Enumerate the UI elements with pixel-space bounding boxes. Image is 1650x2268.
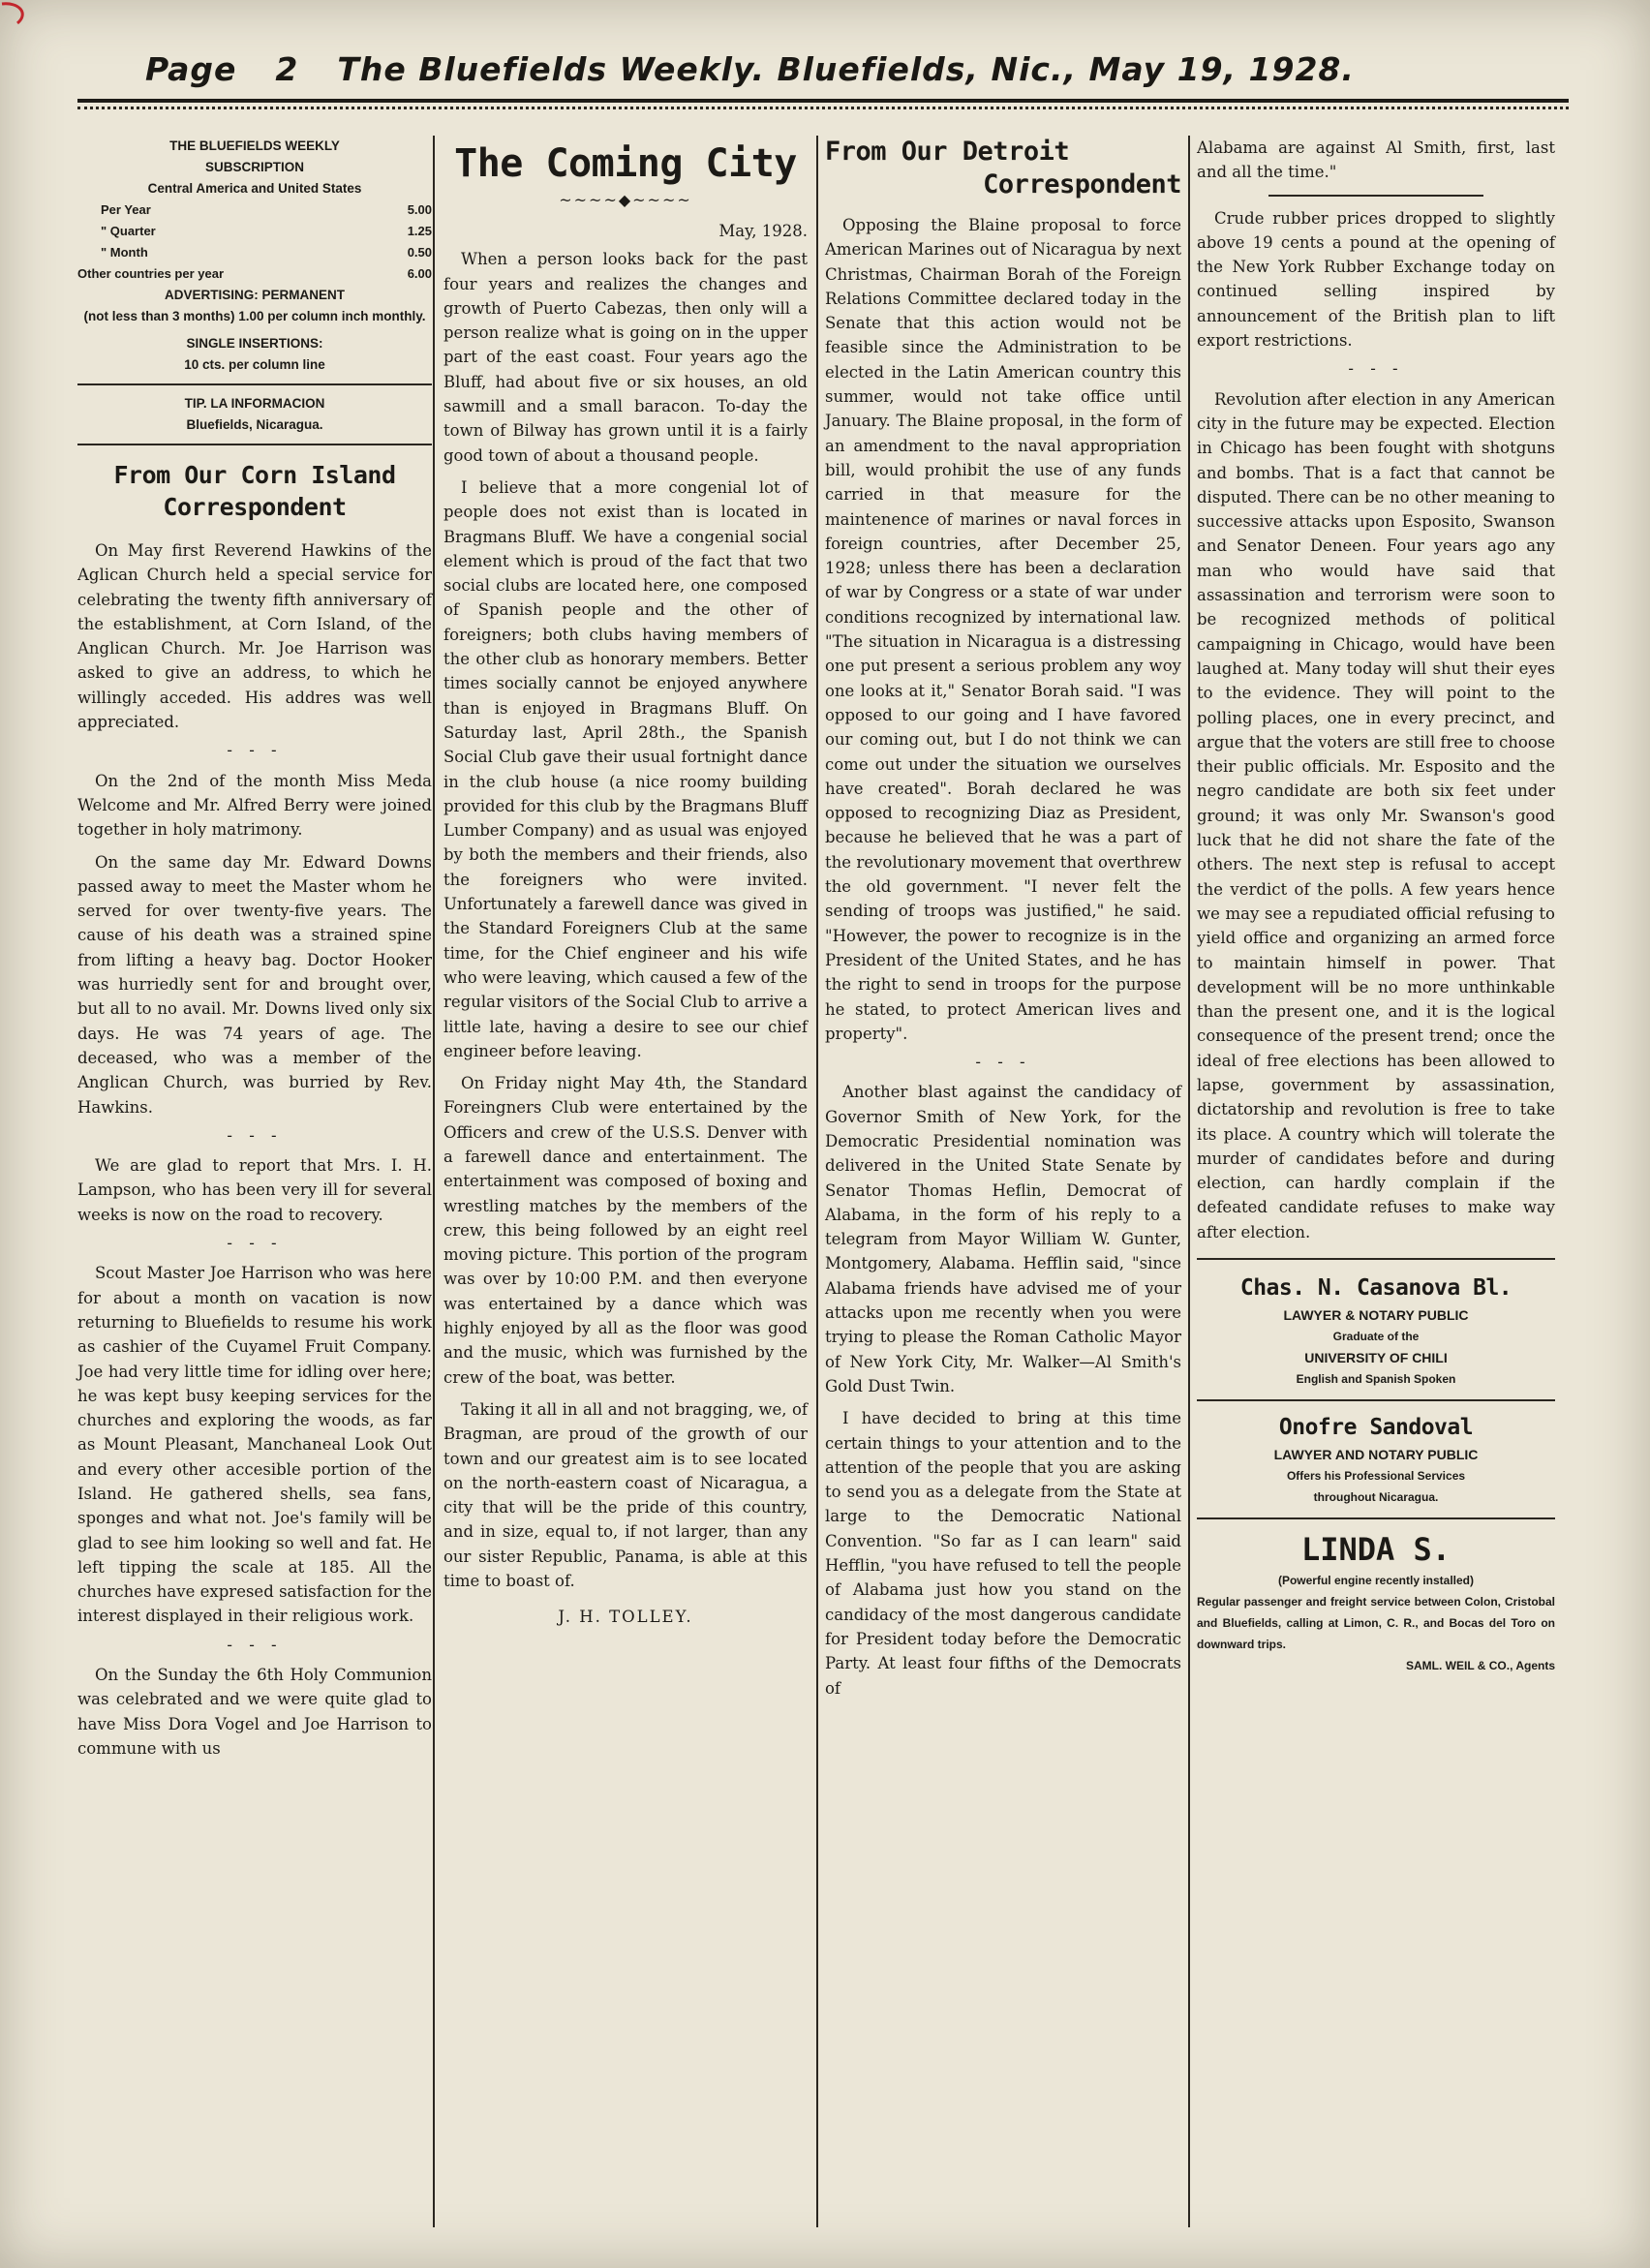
article-paragraph: Alabama are against Al Smith, first, last and all the time.": [1197, 138, 1555, 182]
page-header: [145, 50, 1520, 99]
sandoval-ad: [1197, 1411, 1555, 1508]
page-label: Page: [145, 50, 237, 88]
separator: - - -: [975, 1053, 1031, 1072]
divider: [77, 444, 432, 445]
casanova-ad: [1197, 1272, 1555, 1390]
article-paragraph: Another blast against the candidacy of Governor Smith of New York, for the Democratic Presidential nomination was delivered in the United State Senate by Senator Thomas Heflin, Democrat of Alabama, in the form of his reply to a telegram from Mayor William W. Gunter, Montgomery, Alabama. Hefflin said, "since Alabama friends have advised me of your attacks upon me recently when you were trying to please the Roman Catholic Mayor of New York City, Mr. Walker—Al Smith's Gold Dust Twin.: [825, 1083, 1181, 1395]
column-rule: [433, 136, 435, 2227]
article-paragraph: I have decided to bring at this time certain things to your attention and to the attention of the people that you are asking to send you as a delegate from the State at large to the Democratic National Convention. "So far as I can learn" said Hefflin, "you have refused to tell the people of Alabama just how you stand on the candidacy of the most dangerous candidate for President today before the Democratic Party. At least four fifths of the Democrats of: [825, 1409, 1181, 1698]
coming-city-headline: The Coming City: [454, 141, 797, 186]
article-paragraph: Taking it all in all and not bragging, we, of Bragman, are proud of the growth of our town and our greatest aim is to see located on the north-eastern coast of Nicaragua, a city that will be the pride of this country, and in size, equal to, if not larger, than any our sister Republic, Panama, is able at this time to boast of.: [443, 1399, 808, 1591]
ad-name: LINDA S.: [1300, 1531, 1451, 1569]
ad-line: English and Spanish Spoken: [1296, 1372, 1456, 1387]
column-1: [77, 136, 432, 1761]
masthead: The Bluefields Weekly. Bluefields, Nic., May 19, 1928.: [337, 50, 1355, 88]
article-paragraph: On May first Reverend Hawkins of the Aglican Church held a special service for celebrating the twenty fifth anniversary of the establishment, at Corn Island, of the Anglican Church. Mr. Joe Harrison was asked to give an address, to which he willingly acceded. His addres was well appreciated.: [77, 541, 432, 732]
advertising-title: ADVERTISING: PERMANENT: [164, 288, 345, 302]
divider: [1197, 1258, 1555, 1260]
column-2: [443, 136, 808, 1630]
ad-line: (Powerful engine recently installed): [1277, 1574, 1475, 1588]
column-3: [825, 136, 1181, 1701]
dateline: May, 1928.: [718, 222, 808, 240]
single-insertions-title: SINGLE INSERTIONS:: [186, 336, 323, 351]
separator: - - -: [227, 741, 283, 760]
printer-city: Bluefields, Nicaragua.: [186, 417, 323, 432]
detroit-headline: From Our Detroit Correspondent: [825, 137, 1181, 199]
rate-row: Per Year 5.00: [101, 202, 432, 217]
ad-line: Regular passenger and freight service between Colon, Cristobal and Bluefields, calling at Limon, C. R., and Bocas del Toro on downward trips.: [1197, 1595, 1555, 1652]
printer-name: TIP. LA INFORMACION: [184, 396, 325, 411]
header-dotted-rule: [77, 107, 1569, 109]
article-paragraph: On the Sunday the 6th Holy Communion was celebrated and we were quite glad to have Miss Dora Vogel and Joe Harrison to commune with us: [77, 1666, 432, 1758]
article-paragraph: When a person looks back for the past four years and realizes the changes and growth of Puerto Cabezas, then only will a person realize what is going on in the upper part of the east coast. Four years ago the Bluff, had about five or six houses, an old sawmill and a small baracon. To-day the town of Bilway has grown until it is a fairly good town of about a thousand people.: [443, 250, 808, 465]
byline: J. H. TOLLEY.: [558, 1608, 693, 1627]
subscription-box: [77, 136, 432, 445]
corn-island-headline: From Our Corn Island Correspondent: [113, 461, 396, 521]
article-paragraph: Revolution after election in any American city in the future may be expected. Election in Chicago has been fought with shotguns and bombs. That is a fact that cannot be disputed. There can be no other meaning to successive attacks upon Esposito, Swanson and Senator Deneen. Four years ago any man who would have said that assassination and terrorism were soon to be recognized methods of political campaigning in Chicago, would have been laughed at. Many today will shut their eyes to the evidence. They will point to the polling places, one in every precinct, and argue that the voters are still free to choose their public officials. Mr. Esposito and the negro candidate are both six feet under ground; it was only Mr. Swanson's good luck that he did not share the fate of the others. The next step is refusal to accept the verdict of the polls. A few years hence we may see a repudiated official refusing to yield office and organizing an armed force to maintain himself in power. That development will be no more unthinkable than the present one, and it is the logical consequence of the present trend; once the ideal of free elections has been allowed to lapse, government by assassination, dictatorship and revolution is free to take its place. A country which will tolerate the murder of candidates before and during election, can hardly complain if the defeated candidate refuses to make way after election.: [1197, 389, 1555, 1241]
divider: [1197, 1399, 1555, 1401]
ad-title: LAWYER AND NOTARY PUBLIC: [1273, 1447, 1479, 1463]
ad-name: Chas. N. Casanova Bl.: [1239, 1275, 1512, 1302]
article-paragraph: We are glad to report that Mrs. I. H. Lampson, who has been very ill for several weeks is now on the road to recovery.: [77, 1156, 432, 1224]
article-paragraph: On the 2nd of the month Miss Meda Welcome and Mr. Alfred Berry were joined together in holy matrimony.: [77, 771, 432, 840]
column-rule: [816, 136, 818, 2227]
subscription-subtitle: SUBSCRIPTION: [204, 160, 304, 174]
ad-agents: SAML. WEIL & CO., Agents: [1405, 1659, 1555, 1673]
ad-title: LAWYER & NOTARY PUBLIC: [1283, 1307, 1469, 1324]
separator: - - -: [227, 1234, 283, 1253]
article-paragraph: Crude rubber prices dropped to slightly above 19 cents a pound at the opening of the New York Rubber Exchange today on continued selling inspired by announcement of the British plan to lift export restrictions.: [1197, 208, 1555, 351]
header-rule: [77, 99, 1569, 103]
divider: [1197, 1517, 1555, 1519]
single-insertions-text: 10 cts. per column line: [184, 357, 325, 372]
separator: - - -: [227, 1635, 283, 1654]
ad-name: Onofre Sandoval: [1278, 1415, 1474, 1441]
article-paragraph: Scout Master Joe Harrison who was here for about a month on vacation is now returning to Bluefields to resume his work as cashier of the Cuyamel Fruit Company. Joe had very little time for idling over here; he was kept busy keeping services for the churches and exploring the woods, as far as Mount Pleasant, Manchaneal Look Out and every other accesible portion of the Island. He gathered shells, sea fans, sponges and what not. Joe's family will be glad to see him looking so well and fat. He left tipping the scale at 185. All the churches have expresed satisfaction for the interest displayed in their religious work.: [77, 1264, 432, 1626]
subscription-title: THE BLUEFIELDS WEEKLY: [169, 138, 340, 153]
divider: [1268, 195, 1483, 197]
page-number: 2: [275, 50, 299, 88]
rate-row: " Quarter 1.25: [101, 224, 432, 238]
article-paragraph: I believe that a more congenial lot of people does not exist than is located in Bragmans Bluff. We have a congenial social element which is proud of the fact that two social clubs are located here, one composed of Spanish people and the other of foreigners; both clubs having members of the other club as honorary members. Better times socially cannot be enjoyed anywhere than is enjoyed in Bragmans Bluff. On Saturday last, April 28th., the Spanish Social Club gave their usual fortnight dance in the club house (a nice roomy building provided for this club by the Bragmans Bluff Lumber Company) and as usual was enjoyed by both the members and their friends, also the foreigners who were invited. Unfortunately a farewell dance was gived in the Standard Foreigners Club at the same time, for the Chief engineer and his wife who were leaving, which caused a few of the regular visitors of the Social Club to arrive a little late, having a desire to see our chief engineer before leaving.: [443, 477, 808, 1060]
rate-row: " Month 0.50: [101, 245, 432, 260]
ad-line: UNIVERSITY OF CHILI: [1304, 1350, 1448, 1366]
ornament-rule: ~~~~◆~~~~: [559, 191, 692, 209]
divider: [77, 383, 432, 385]
column-rule: [1188, 136, 1190, 2227]
rate-row: Other countries per year 6.00: [77, 266, 432, 281]
separator: - - -: [1348, 359, 1404, 379]
ad-line: Graduate of the: [1332, 1330, 1420, 1344]
advertising-text: (not less than 3 months) 1.00 per column inch monthly.: [83, 309, 426, 323]
article-paragraph: On the same day Mr. Edward Downs passed away to meet the Master whom he served for over twenty-five years. The cause of his death was a strained spine from lifting a heavy bag. Doctor Hooker was hurriedly sent for and brought over, but all to no avail. Mr. Downs lived only six days. He was 74 years of age. The deceased, who was a member of the Anglican Church, was burried by Rev. Hawkins.: [77, 852, 432, 1117]
ad-line: Offers his Professional Services: [1286, 1469, 1466, 1484]
column-4: [1197, 136, 1555, 1676]
article-paragraph: On Friday night May 4th, the Standard Foreingners Club were entertained by the Officers and crew of the U.S.S. Denver with a farewell dance and entertainment. The entertainment was composed of boxing and wrestling matches by the members of the crew, this being followed by an eight reel moving picture. This portion of the program was over by 10:00 P.M. and then everyone was entertained by a dance which was highly enjoyed by all as the floor was good and the music, which was furnished by the crew of the boat, was better.: [443, 1074, 808, 1387]
ad-line: throughout Nicaragua.: [1313, 1490, 1439, 1505]
pencil-mark: [0, 0, 58, 29]
separator: - - -: [227, 1125, 283, 1145]
subscription-region: Central America and United States: [147, 181, 362, 196]
linda-ad: [1197, 1529, 1555, 1676]
article-paragraph: Opposing the Blaine proposal to force American Marines out of Nicaragua by next Christmas, Chairman Borah of the Foreign Relations Committee declared today in the Senate that this action would not be feasible since the Administration to be elected in the Latin American country this summer, would not take office until January. The Blaine proposal, in the form of an amendment to the naval appropriation bill, would prohibit the use of any funds carried in that measure for the maintenence of marines or naval forces in foreign countries, after December 25, 1928; unless there has been a declaration of war by Congress or a state of war under conditions recognized by international law. "The situation in Nicaragua is a distressing one put present a serious problem any woy one looks at it," Senator Borah said. "I was opposed to our going and I have favored our coming out, but I do not think we can come out under the situation we ourselves have created". Borah declared he was opposed to recognizing Diaz as President, because he believed that he was a part of the revolutionary movement that overthrew the old government. "I never felt the sending of troops was justified," he said. "However, the power to recognize is in the President of the United States, and he has the right to send in troops for the purpose he stated, to protect American lives and property".: [825, 216, 1181, 1043]
